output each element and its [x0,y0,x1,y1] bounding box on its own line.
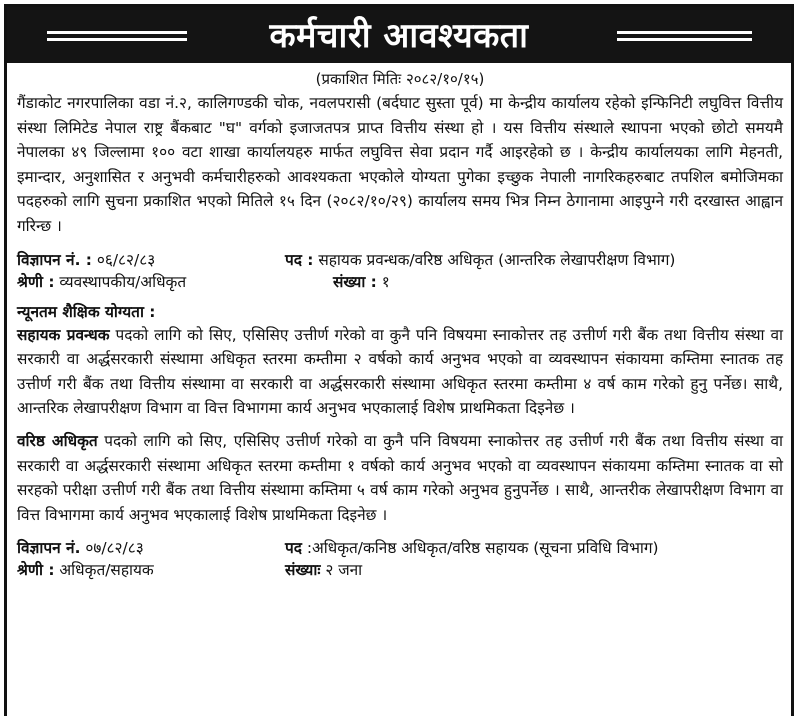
qualification-heading: न्यूनतम शैक्षिक योग्यता : [17,302,156,321]
intro-paragraph: गैंडाकोट नगरपालिका वडा नं.२, कालिगण्डकी चोक, नवलपरासी (बर्दघाट सुस्ता पूर्व) मा केन्द्रीय कार्यालय रहेको इन्फिनिटी लघुवित्त वित्तीय संस्था लिमिटेड नेपाल राष्ट्र बैंकबाट "घ" वर्गको इजाजतपत्र प्राप्त वित्तीय संस्था हो । यस वित्तीय संस्थाले स्थापना भएको छोटो समयमै नेपालका ४९ जिल्लामा १०० वटा शाखा कार्यालयहरु मार्फत लघुवित्त सेवा प्रदान गर्दै आइरहेको छ । केन्द्रीय कार्यालयका लागि मेहनती, इमान्दार, अनुशासित र अनुभवी कर्मचारीहरुको आवश्यकता भएकोले योग्यता पुगेका इच्छुक नेपाली नागरिकहरुबाट तपशिल बमोजिमका पदहरुको लागि सुचना प्रकाशित भएको मितिले १५ दिन (२०८२/१०/२९) कार्यालय समय भित्र निम्न ठेगानामा आइपुग्ने गरी दरखास्त आह्वान गरिन्छ । [17,94,783,235]
ad-number: ०६/८२/८३ [91,250,156,269]
qualification-text: पदको लागि को सिए, एसिसिए उत्तीर्ण गरेको वा कुनै पनि विषयमा स्नाकोत्तर तह उत्तीर्ण गरी बैंक तथा वित्तीय संस्था वा सरकारी वा अर्द्धसरकारी संस्थामा अधिकृत स्तरमा कम्तीमा १ वर्षको कार्य अनुभव भएको वा व्यवस्थापन संकायमा कम्तिमा स्नातक वा सो सरहको परीक्षा उत्तीर्ण गरी बैंक तथा वित्तीय संस्थामा कम्तिमा ५ वर्ष काम गरेको अनुभव हुनुपर्नेछ । साथै, आन्तरीक लेखापरीक्षण विभाग वा वित्त विभागमा कार्य अनुभव भएकालाई विशेष प्राथमिकता दिइनेछ । [17,431,783,524]
ad-number: ०७/८२/८३ [80,539,144,558]
post-label: पद [285,539,302,558]
vacancy-2-row-2 [17,559,783,581]
qualification-senior-officer [17,429,783,527]
qualification-text: पदको लागि को सिए, एसिसिए उत्तीर्ण गरेको वा कुनै पनि विषयमा स्नाकोत्तर तह उत्तीर्ण गरी बैंक तथा वित्तीय संस्था वा सरकारी वा अर्द्धसरकारी संस्थामा अधिकृत स्तरमा कम्तीमा २ वर्षको कार्य अनुभव भएको वा व्यवस्थापन संकायमा कम्तिमा स्नातक तह उत्तीर्ण गरी बैंक तथा वित्तीय संस्थामा वा सरकारी वा अर्द्धसरकारी संस्थामा अधिकृत स्तरमा कम्तीमा ४ वर्ष काम गरेको हुनु पर्नेछ। साथै, आन्तरिक लेखापरीक्षण विभाग वा वित्त विभागमा कार्य अनुभव भएकालाई विशेष प्राथमिकता दिइनेछ । [17,325,783,418]
post-value: सहायक प्रवन्धक/वरिष्ठ अधिकृत (आन्तरिक लेखापरीक्षण विभाग) [313,250,676,269]
title-banner [7,7,791,63]
level-label: श्रेणी : [17,272,55,291]
count-value: १ [376,272,390,291]
qualification-lead: वरिष्ठ अधिकृत [17,431,98,450]
count-value: २ जना [320,561,363,580]
page-title: कर्मचारी आवश्यकता [269,16,529,56]
notice-content [7,63,791,581]
publish-date: (प्रकाशित मितिः २०८२/१०/१५) [315,70,485,88]
count-label: संख्या : [333,272,377,291]
level-value: व्यवस्थापकीय/अधिकृत [54,272,187,291]
vacancy-1-row-1 [17,249,783,271]
vacancy-1-row-2 [17,271,783,293]
count-label: संख्याः [285,561,321,580]
qualification-assistant-manager [17,323,783,421]
ad-number-label: विज्ञापन नं. : [17,250,92,269]
vacancy-2 [17,537,783,581]
qualification-lead: सहायक प्रवन्धक [17,325,110,344]
post-label: पद : [285,250,314,269]
level-value: अधिकृत/सहायक [54,561,154,580]
vacancy-2-row-1 [17,537,783,559]
level-label: श्रेणी : [17,561,55,580]
advertisement-page [4,4,794,716]
ad-number-label: विज्ञापन नं. [17,539,81,558]
post-value: :अधिकृत/कनिष्ठ अधिकृत/वरिष्ठ सहायक (सूचना प्रविधि विभाग) [301,539,659,558]
vacancy-1 [17,249,783,293]
